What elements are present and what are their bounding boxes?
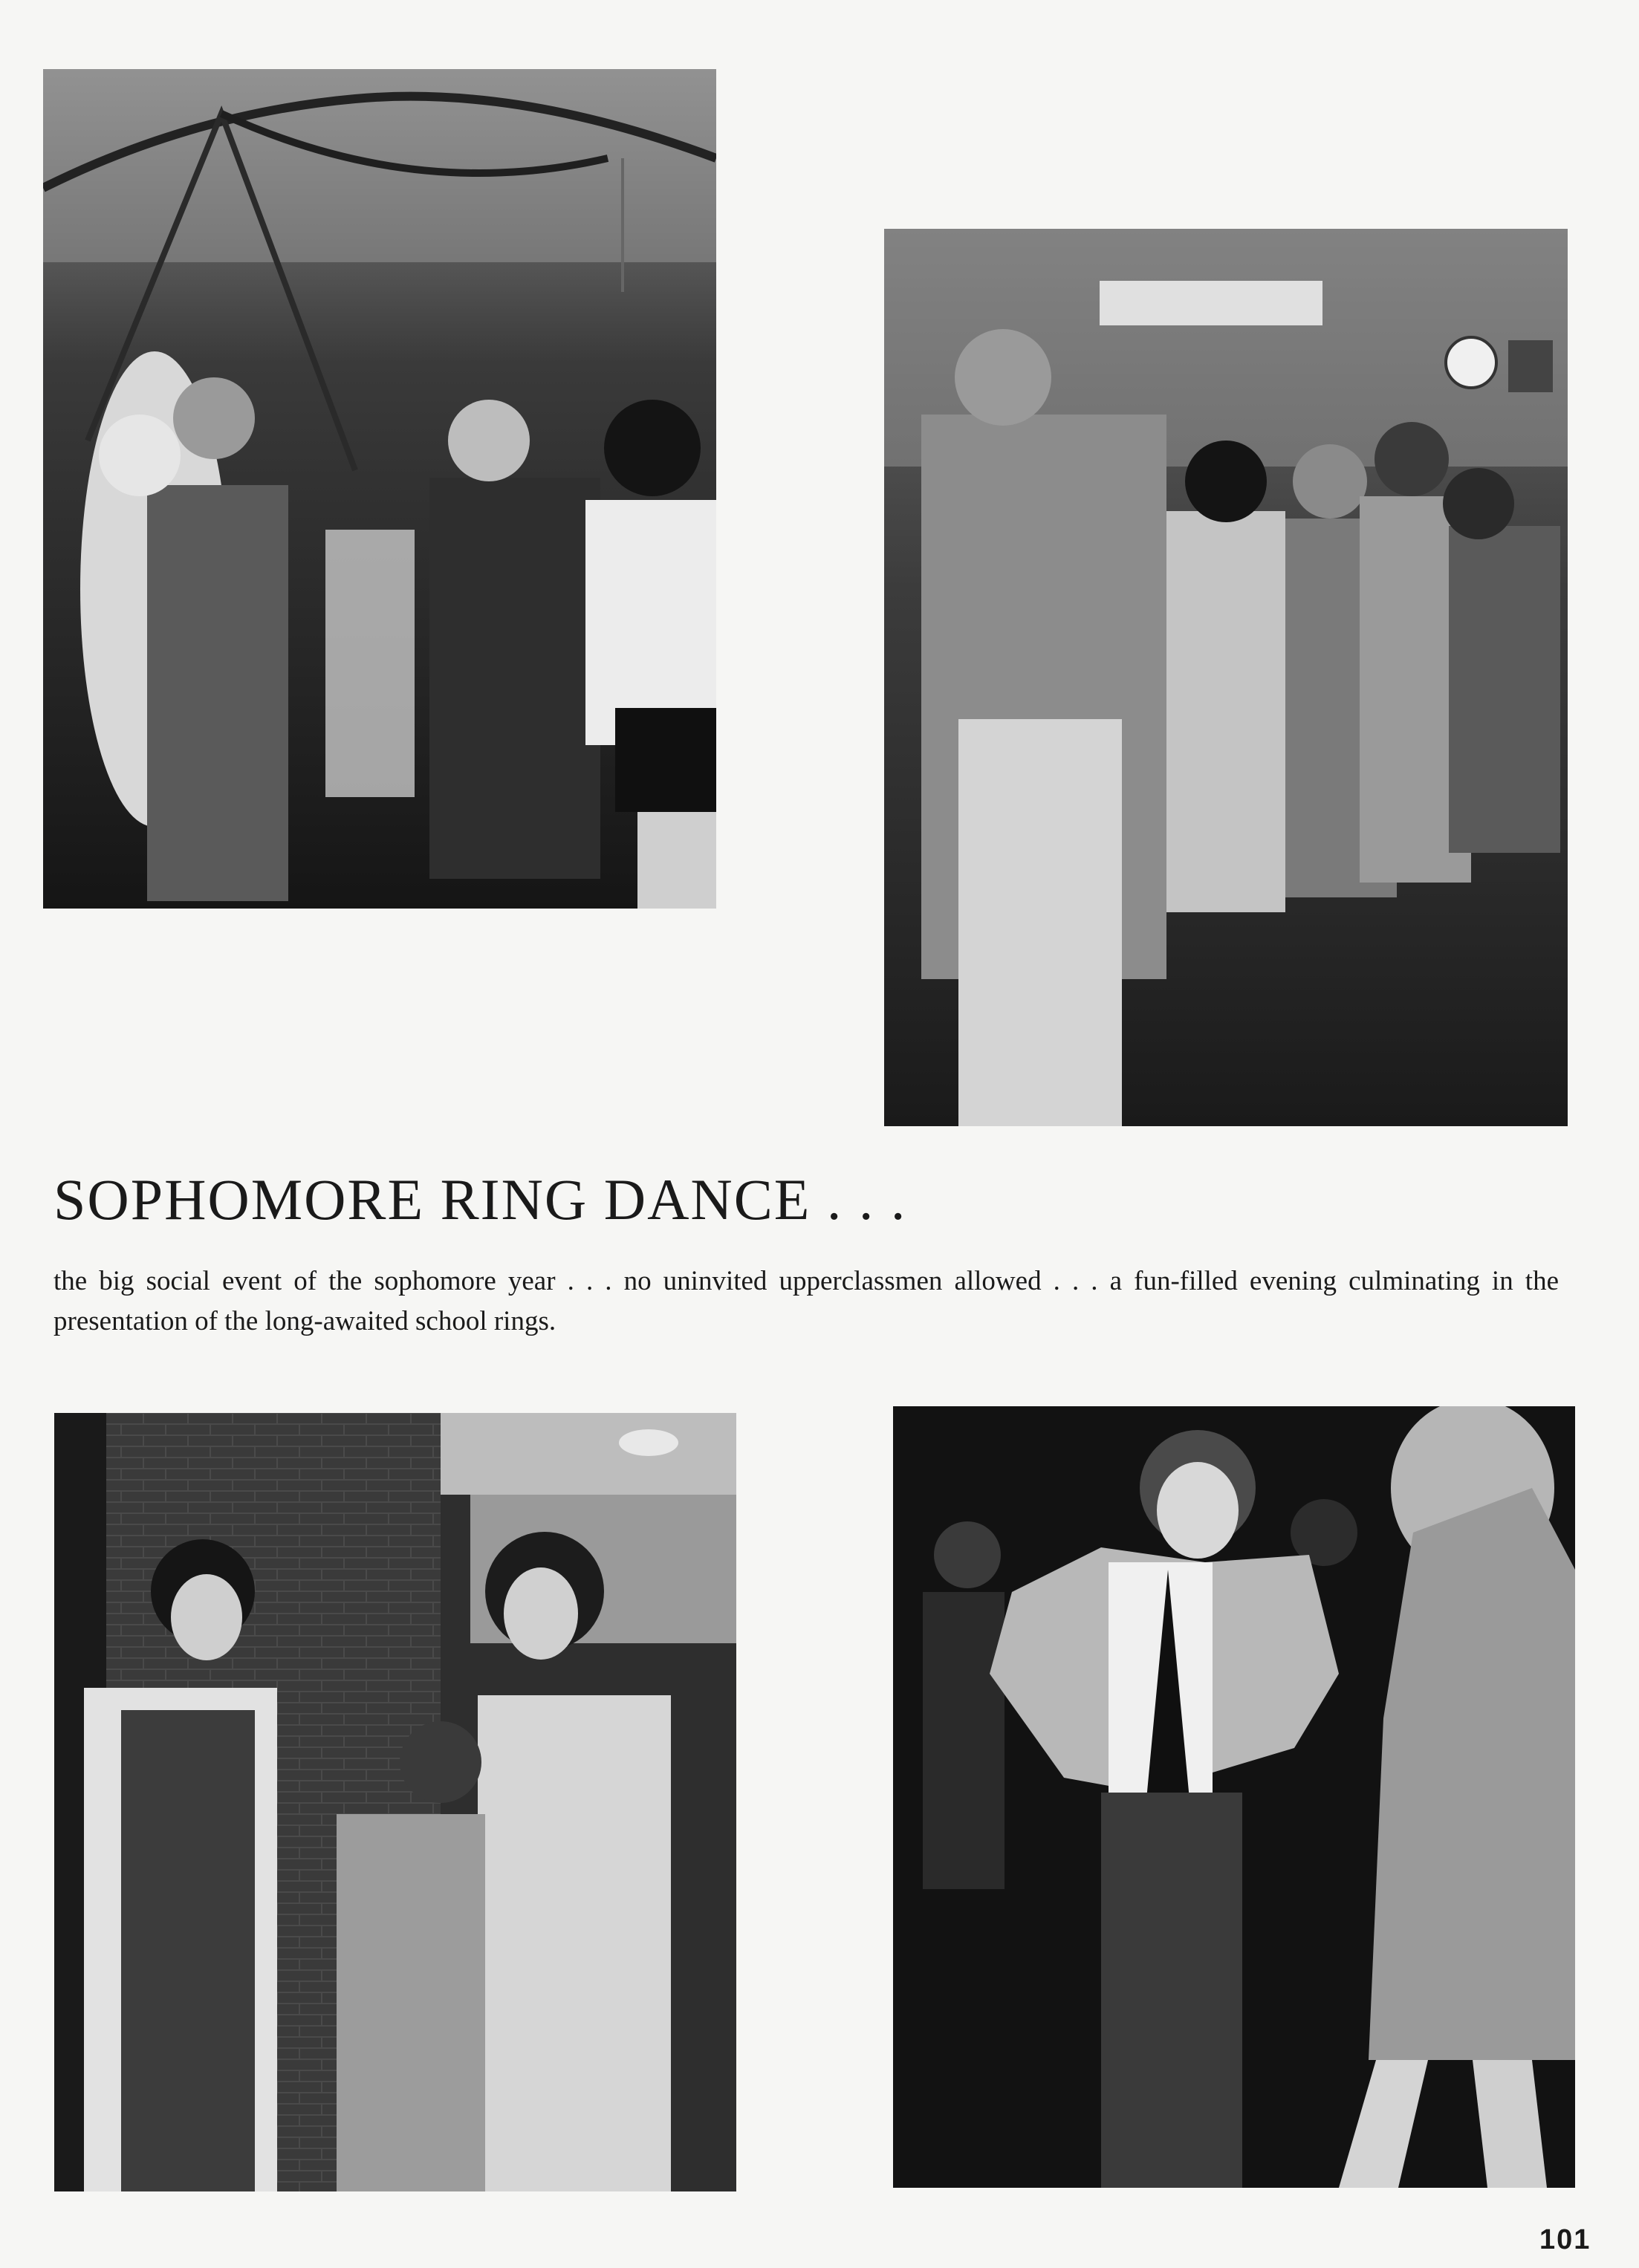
- photo-couple-dancing-action-image: [893, 1406, 1575, 2188]
- page-number: 101: [1539, 2224, 1591, 2255]
- photo-dancing-couples-streamers: [43, 69, 716, 909]
- page-headline: SOPHOMORE RING DANCE . . .: [53, 1167, 907, 1232]
- photo-girls-singing-brick-wall: [54, 1413, 736, 2191]
- caption-text: the big social event of the sophomore year . . . no uninvited upperclassmen allowed . . . a fun-filled evening culminating in the presentation of the long-awaited school rings.: [53, 1266, 1559, 1336]
- photo-students-line-clock-image: [884, 229, 1568, 1126]
- photo-couple-dancing-action: [893, 1406, 1575, 2188]
- photo-girls-singing-brick-wall-image: [54, 1413, 736, 2191]
- photo-students-line-clock: [884, 229, 1568, 1126]
- photo-dancing-couples-streamers-image: [43, 69, 716, 909]
